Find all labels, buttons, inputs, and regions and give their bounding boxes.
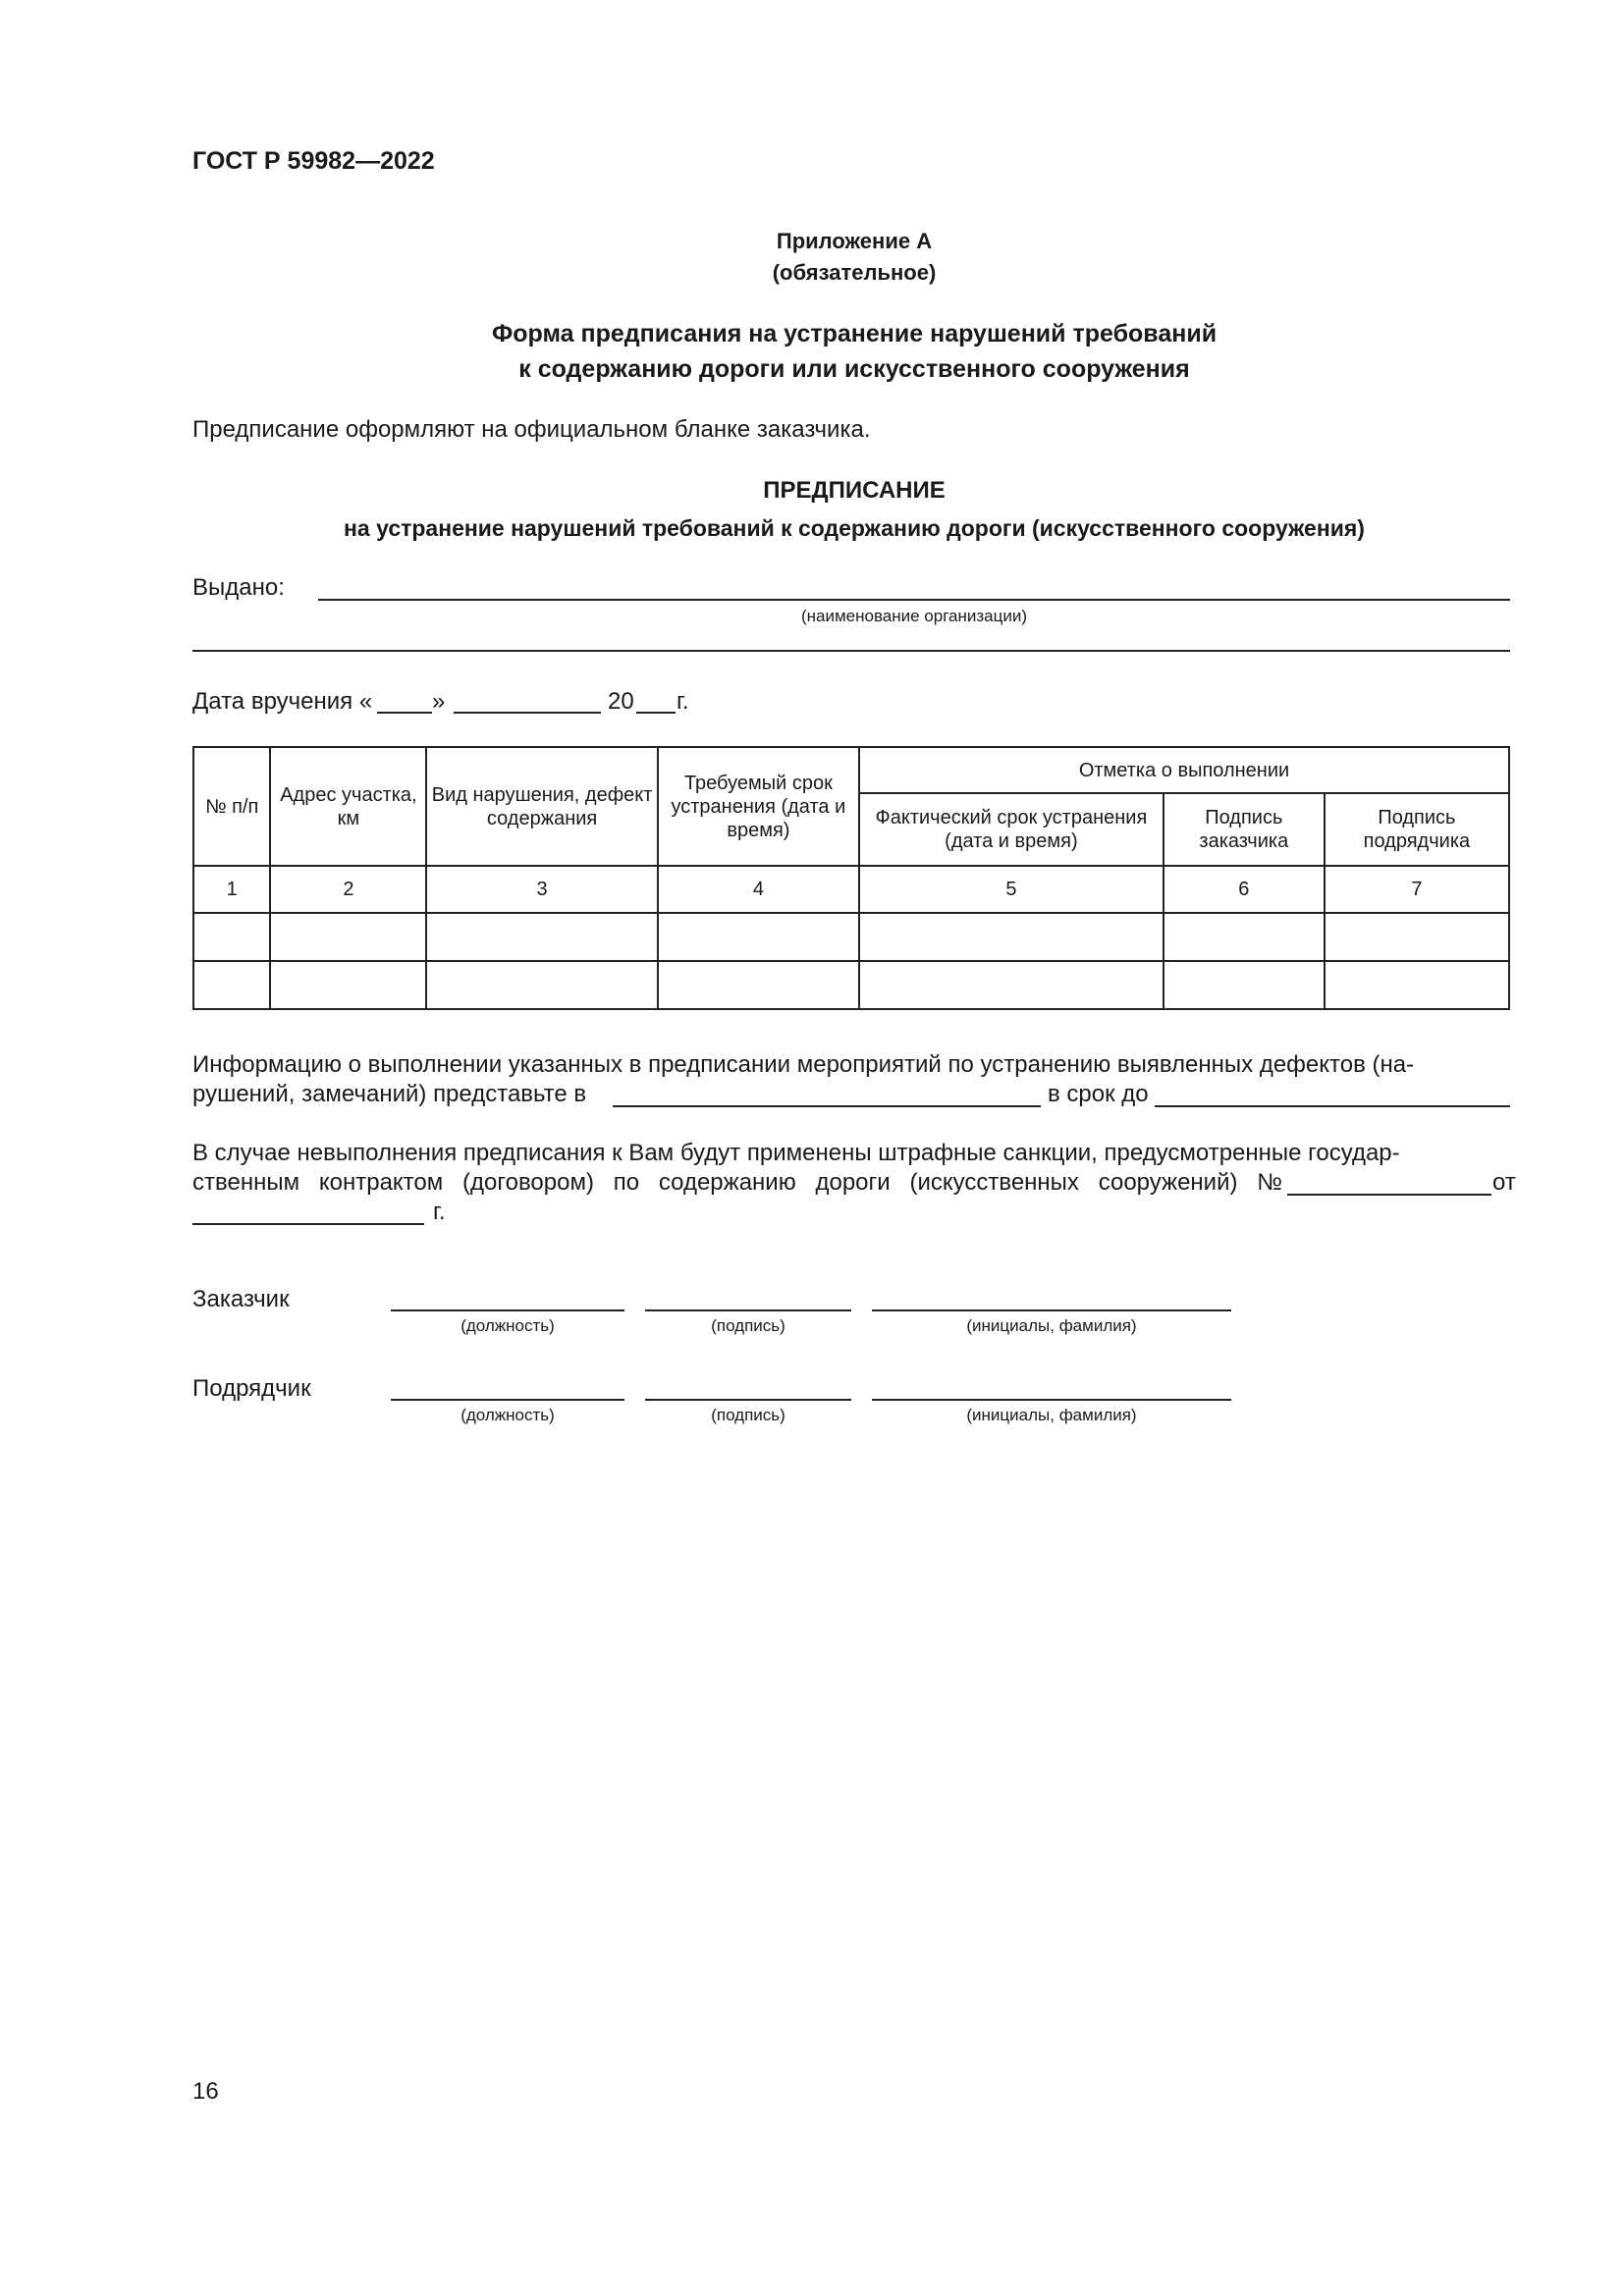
contractor-name-caption: (инициалы, фамилия) (966, 1406, 1137, 1424)
column-number: 7 (1325, 866, 1509, 913)
contract-date-line[interactable] (192, 1223, 424, 1225)
penalty-paragraph-line1: В случае невыполнения предписания к Вам будут применены штрафные санкции, предусмотренные государ- (192, 1140, 1400, 1166)
table-cell[interactable] (859, 961, 1164, 1009)
contractor-name-line[interactable] (872, 1399, 1231, 1401)
annex-status: (обязательное) (772, 260, 937, 285)
customer-name-line[interactable] (872, 1309, 1231, 1311)
contractor-label: Подрядчик (192, 1375, 311, 1402)
issued-label: Выдано: (192, 574, 285, 601)
table-cell[interactable] (270, 961, 426, 1009)
issued-org-line-2[interactable] (192, 650, 1510, 652)
customer-signature-caption: (подпись) (711, 1316, 785, 1335)
table-cell[interactable] (658, 961, 859, 1009)
delivery-year-suffix: г. (677, 688, 689, 715)
column-number: 1 (193, 866, 270, 913)
penalty-paragraph-line2: ственным контрактом (договором) по содержанию дороги (искусственных сооружений) № (192, 1169, 1282, 1196)
form-title-line2: к содержанию дороги или искусственного сооружения (518, 355, 1190, 383)
table-cell[interactable] (1164, 913, 1325, 961)
column-number: 4 (658, 866, 859, 913)
delivery-year-prefix: 20 (608, 688, 634, 715)
column-number: 5 (859, 866, 1164, 913)
column-numbers-row (193, 866, 1509, 913)
customer-name-caption: (инициалы, фамилия) (966, 1316, 1137, 1335)
delivery-date-close-quote: » (432, 688, 446, 715)
table-cell[interactable] (1325, 961, 1509, 1009)
table-row (193, 913, 1509, 961)
info-deadline-line[interactable] (1155, 1105, 1510, 1107)
delivery-day-line[interactable] (377, 712, 432, 714)
header-deadline: Требуемый срок устранения (дата и время) (658, 747, 859, 866)
customer-signature-line[interactable] (645, 1309, 851, 1311)
issued-org-caption: (наименование организации) (800, 607, 1028, 625)
table-header-row (193, 747, 1509, 793)
customer-label: Заказчик (192, 1286, 290, 1312)
prescription-subheading: на устранение нарушений требований к содержанию дороги (искусственного сооружения) (344, 515, 1365, 541)
header-customer-signature: Подпись заказчика (1164, 793, 1325, 866)
penalty-from-label: от (1492, 1169, 1516, 1196)
page-number: 16 (192, 2078, 219, 2105)
contractor-signature-caption: (подпись) (711, 1406, 785, 1424)
header-completion: Отметка о выполнении (859, 747, 1509, 793)
table-cell[interactable] (859, 913, 1164, 961)
form-title-line1: Форма предписания на устранение нарушений требований (491, 320, 1218, 347)
column-number: 6 (1164, 866, 1325, 913)
header-contractor-signature: Подпись подрядчика (1325, 793, 1509, 866)
header-actual-deadline: Фактический срок устранения (дата и время) (859, 793, 1164, 866)
header-address: Адрес участка, км (270, 747, 426, 866)
delivery-date-label: Дата вручения « (192, 688, 373, 715)
delivery-year-line[interactable] (636, 712, 676, 714)
table-cell[interactable] (426, 913, 657, 961)
header-number: № п/п (193, 747, 270, 866)
contractor-position-line[interactable] (391, 1399, 624, 1401)
table-cell[interactable] (1164, 961, 1325, 1009)
customer-position-line[interactable] (391, 1309, 624, 1311)
contractor-position-caption: (должность) (460, 1406, 555, 1424)
annex-title: Приложение А (776, 229, 933, 253)
contractor-signature-line[interactable] (645, 1399, 851, 1401)
violations-table (192, 746, 1510, 1010)
column-number: 2 (270, 866, 426, 913)
table-cell[interactable] (193, 961, 270, 1009)
penalty-year-suffix: г. (433, 1199, 446, 1225)
intro-text: Предписание оформляют на официальном бланке заказчика. (192, 416, 871, 443)
document-code: ГОСТ Р 59982—2022 (192, 147, 435, 175)
table-cell[interactable] (658, 913, 859, 961)
issued-org-line[interactable] (318, 599, 1510, 601)
customer-position-caption: (должность) (460, 1316, 555, 1335)
header-violation: Вид нарушения, дефект содержания (426, 747, 657, 866)
table-row (193, 961, 1509, 1009)
table-cell[interactable] (270, 913, 426, 961)
table-cell[interactable] (193, 913, 270, 961)
table-cell[interactable] (1325, 913, 1509, 961)
info-deadline-label: в срок до (1048, 1081, 1149, 1107)
delivery-month-line[interactable] (454, 712, 601, 714)
column-number: 3 (426, 866, 657, 913)
prescription-heading: ПРЕДПИСАНИЕ (763, 477, 946, 504)
info-recipient-line[interactable] (613, 1105, 1041, 1107)
info-paragraph-line1: Информацию о выполнении указанных в предписании мероприятий по устранению выявленных дефектов (на- (192, 1051, 1415, 1078)
contract-number-line[interactable] (1287, 1194, 1491, 1196)
info-paragraph-line2: рушений, замечаний) представьте в (192, 1081, 587, 1107)
table-cell[interactable] (426, 961, 657, 1009)
